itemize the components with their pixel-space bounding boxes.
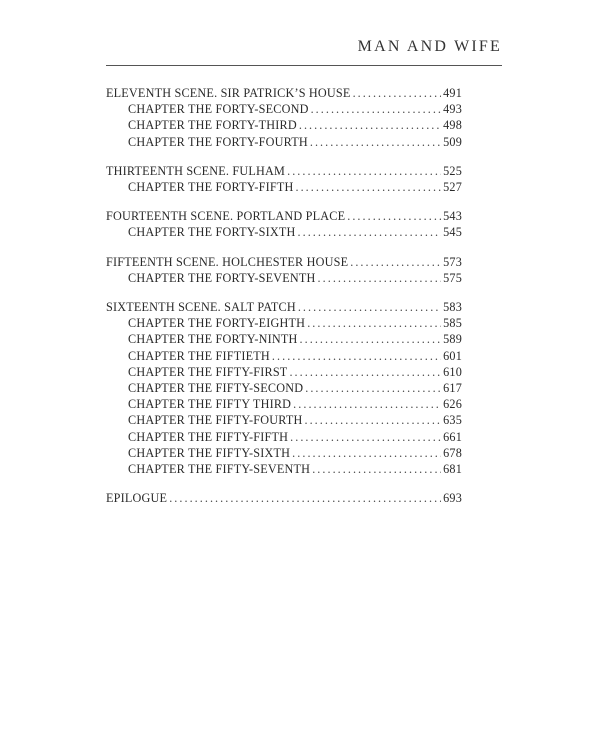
toc-entry-title: FIFTEENTH SCENE. HOLCHESTER HOUSE: [106, 254, 349, 269]
toc-chapter-entry: [106, 396, 462, 412]
toc-chapter-entry: [106, 364, 462, 380]
toc-dot-leader: [304, 412, 441, 428]
toc-page-number: 681: [443, 462, 462, 477]
toc-page-number: 635: [443, 413, 462, 428]
toc-dot-leader: [293, 396, 441, 412]
toc-page-number: 545: [443, 225, 462, 240]
toc-page-number: 543: [443, 209, 462, 224]
toc-entry-title: CHAPTER THE FIFTY-FIRST: [128, 364, 288, 379]
toc-group: [106, 299, 462, 477]
toc-dot-leader: [169, 490, 441, 506]
toc-chapter-entry: [106, 179, 462, 195]
toc-dot-leader: [295, 179, 441, 195]
toc-page-number: 678: [443, 445, 462, 460]
toc-page-number: 493: [443, 102, 462, 117]
toc-entry-title: CHAPTER THE FIFTY-SECOND: [128, 381, 304, 396]
toc-entry-title: FOURTEENTH SCENE. PORTLAND PLACE: [106, 209, 346, 224]
toc-group: [106, 208, 462, 240]
toc-page-number: 661: [443, 429, 462, 444]
toc-chapter-entry: [106, 101, 462, 117]
toc-chapter-entry: [106, 380, 462, 396]
toc-dot-leader: [289, 364, 441, 380]
toc-scene-entry: [106, 490, 462, 506]
toc-scene-entry: [106, 299, 462, 315]
toc-dot-leader: [298, 299, 441, 315]
toc-dot-leader: [350, 254, 441, 270]
toc-page-number: 509: [443, 134, 462, 149]
toc-dot-leader: [290, 429, 441, 445]
toc-page-number: 498: [443, 118, 462, 133]
toc-page-number: 610: [443, 364, 462, 379]
header-rule: [106, 65, 502, 66]
toc-entry-title: CHAPTER THE FIFTY THIRD: [128, 397, 292, 412]
toc-chapter-entry: [106, 224, 462, 240]
toc-group: [106, 490, 462, 506]
toc-dot-leader: [287, 163, 441, 179]
toc-entry-title: CHAPTER THE FORTY-SECOND: [128, 102, 309, 117]
toc-scene-entry: [106, 208, 462, 224]
toc-page-number: 583: [443, 300, 462, 315]
toc-dot-leader: [292, 445, 441, 461]
toc-page-number: 585: [443, 316, 462, 331]
toc-chapter-entry: [106, 315, 462, 331]
toc-dot-leader: [353, 85, 442, 101]
toc-entry-title: ELEVENTH SCENE. SIR PATRICK’S HOUSE: [106, 86, 351, 100]
toc-group: [106, 163, 462, 195]
toc-scene-entry: [106, 85, 462, 101]
toc-entry-title: CHAPTER THE FORTY-THIRD: [128, 118, 297, 133]
toc-page-number: 525: [443, 163, 462, 178]
toc-dot-leader: [311, 101, 442, 117]
toc-dot-leader: [305, 380, 441, 396]
toc-entry-title: CHAPTER THE FORTY-FIFTH: [128, 180, 294, 195]
toc-dot-leader: [312, 461, 441, 477]
toc-page-number: 589: [443, 332, 462, 347]
toc-entry-title: CHAPTER THE FORTY-NINTH: [128, 332, 298, 347]
running-header: MAN AND WIFE: [357, 38, 502, 55]
toc-chapter-entry: [106, 134, 462, 150]
toc-entry-title: CHAPTER THE FIFTY-SEVENTH: [128, 462, 311, 477]
toc-page-number: 617: [443, 381, 462, 396]
toc-entry-title: CHAPTER THE FORTY-SIXTH: [128, 225, 296, 240]
toc-entry-title: CHAPTER THE FIFTY-SIXTH: [128, 445, 291, 460]
toc-entry-title: CHAPTER THE FORTY-SEVENTH: [128, 270, 316, 285]
toc-chapter-entry: [106, 412, 462, 428]
toc-dot-leader: [298, 224, 442, 240]
toc-dot-leader: [300, 331, 442, 347]
toc-chapter-entry: [106, 117, 462, 133]
toc-chapter-entry: [106, 461, 462, 477]
toc-dot-leader: [318, 270, 442, 286]
toc-dot-leader: [347, 208, 441, 224]
toc-dot-leader: [307, 315, 441, 331]
toc-entry-title: CHAPTER THE FIFTY-FIFTH: [128, 429, 289, 444]
toc-chapter-entry: [106, 348, 462, 364]
toc-page-number: 575: [443, 270, 462, 285]
toc-page-number: 693: [443, 491, 462, 506]
toc-entry-title: CHAPTER THE FORTY-FOURTH: [128, 134, 308, 149]
toc-page-number: 527: [443, 180, 462, 195]
toc-chapter-entry: [106, 429, 462, 445]
table-of-contents: [106, 85, 462, 519]
toc-chapter-entry: [106, 270, 462, 286]
toc-entry-title: CHAPTER THE FIFTIETH: [128, 348, 270, 363]
toc-scene-entry: [106, 163, 462, 179]
toc-entry-title: THIRTEENTH SCENE. FULHAM: [106, 163, 286, 178]
toc-page-number: 601: [443, 348, 462, 363]
toc-page-number: 573: [443, 254, 462, 269]
toc-entry-title: CHAPTER THE FORTY-EIGHTH: [128, 316, 306, 331]
toc-page-number: 626: [443, 397, 462, 412]
toc-page-number: 491: [443, 86, 462, 100]
toc-scene-entry: [106, 254, 462, 270]
toc-entry-title: EPILOGUE: [106, 491, 168, 506]
toc-dot-leader: [299, 117, 441, 133]
toc-group: [106, 254, 462, 286]
toc-chapter-entry: [106, 445, 462, 461]
toc-chapter-entry: [106, 331, 462, 347]
toc-entry-title: CHAPTER THE FIFTY-FOURTH: [128, 413, 303, 428]
toc-entry-title: SIXTEENTH SCENE. SALT PATCH: [106, 300, 296, 315]
toc-dot-leader: [310, 134, 441, 150]
toc-dot-leader: [272, 348, 441, 364]
toc-group: [106, 85, 462, 150]
